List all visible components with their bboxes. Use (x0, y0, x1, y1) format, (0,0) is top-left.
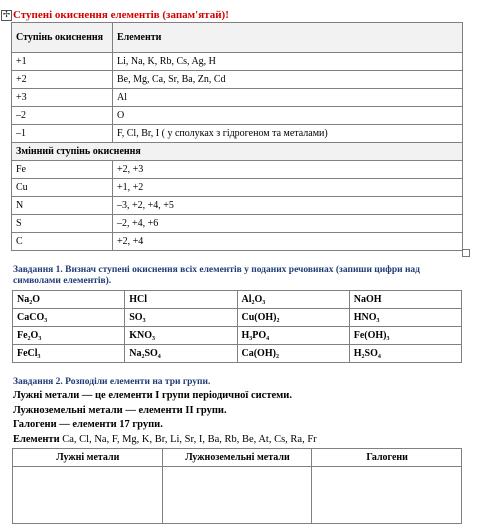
table-row (12, 215, 463, 233)
alkaline-earth-definition: Лужноземельні метали — елементи II групи. (13, 405, 227, 416)
states-cell: –2, +4, +6 (113, 215, 463, 233)
states-cell: +2, +4 (113, 233, 463, 251)
table-row (12, 53, 463, 71)
table-header-row (13, 449, 462, 467)
table-row (12, 161, 463, 179)
table-row (13, 309, 462, 327)
alkali-metals-definition: Лужні метали — це елементи I групи періодичної системи. (13, 390, 292, 401)
header-alkali-metals: Лужні метали (13, 449, 163, 467)
header-halogens: Галогени (312, 449, 462, 467)
formula-cell: H₃PO₄ (237, 327, 349, 345)
states-cell: +2, +3 (113, 161, 463, 179)
formula-cell: HNO₃ (349, 309, 461, 327)
halogens-definition: Галогени — елементи 17 групи. (13, 419, 163, 430)
oxidation-states-table (11, 22, 463, 251)
halogens-answer-cell[interactable] (312, 467, 462, 524)
answer-row (13, 467, 462, 524)
table-row (13, 327, 462, 345)
table-row (12, 197, 463, 215)
state-cell: +1 (12, 53, 113, 71)
formulas-table (12, 290, 462, 363)
formula-cell: H₂SO₄ (349, 345, 461, 363)
table-row (12, 125, 463, 143)
move-icon[interactable]: ✢ (2, 10, 11, 20)
formula-cell: NaOH (349, 291, 461, 309)
elements-cell: F, Cl, Br, I ( у сполуках з гідрогеном та металами) (113, 125, 463, 143)
table-row (12, 71, 463, 89)
variable-state-header: Змінний ступінь окиснення (12, 143, 463, 161)
table-row (12, 107, 463, 125)
resize-icon[interactable] (462, 249, 470, 257)
table-row (13, 291, 462, 309)
formula-cell: FeCl₃ (13, 345, 125, 363)
element-cell: N (12, 197, 113, 215)
header-elements: Елементи (113, 23, 463, 53)
task2-title: Завдання 2. Розподіли елементи на три групи. (13, 377, 211, 387)
formula-cell: KNO₃ (125, 327, 237, 345)
state-cell: +3 (12, 89, 113, 107)
element-cell: C (12, 233, 113, 251)
table-row (12, 179, 463, 197)
formula-cell: SO₃ (125, 309, 237, 327)
formula-cell: CaCO₃ (13, 309, 125, 327)
page-title: Ступені окиснення елементів (запам'ятай)! (13, 9, 229, 21)
table-row (12, 89, 463, 107)
header-alkaline-earth-metals: Лужноземельні метали (162, 449, 312, 467)
elements-cell: Li, Na, K, Rb, Cs, Ag, H (113, 53, 463, 71)
formula-cell: Cu(OH)₂ (237, 309, 349, 327)
table-header-row (12, 23, 463, 53)
elements-list-line (13, 434, 317, 445)
element-cell: Fe (12, 161, 113, 179)
formula-cell: Na₂O (13, 291, 125, 309)
element-cell: Cu (12, 179, 113, 197)
state-cell: –2 (12, 107, 113, 125)
formula-cell: HCl (125, 291, 237, 309)
states-cell: +1, +2 (113, 179, 463, 197)
elements-label: Елементи (13, 434, 60, 445)
state-cell: –1 (12, 125, 113, 143)
elements-list: Ca, Cl, Na, F, Mg, K, Br, Li, Sr, I, Ba, Rb, Be, At, Cs, Ra, Fr (59, 434, 317, 445)
element-cell: S (12, 215, 113, 233)
variable-state-header-row (12, 143, 463, 161)
alkali-metals-answer-cell[interactable] (13, 467, 163, 524)
header-oxidation-state: Ступінь окиснення (12, 23, 113, 53)
groups-table (12, 448, 462, 524)
formula-cell: Fe₂O₃ (13, 327, 125, 345)
task1-title: Завдання 1. Визнач ступені окиснення всіх елементів у поданих речовинах (запиши цифри над символами елементів). (13, 265, 420, 286)
elements-cell: Al (113, 89, 463, 107)
elements-cell: Be, Mg, Ca, Sr, Ba, Zn, Cd (113, 71, 463, 89)
state-cell: +2 (12, 71, 113, 89)
table-row (12, 233, 463, 251)
formula-cell: Ca(OH)₂ (237, 345, 349, 363)
alkaline-earth-answer-cell[interactable] (162, 467, 312, 524)
elements-cell: O (113, 107, 463, 125)
formula-cell: Al₂O₃ (237, 291, 349, 309)
formula-cell: Fe(OH)₃ (349, 327, 461, 345)
table-row (13, 345, 462, 363)
states-cell: –3, +2, +4, +5 (113, 197, 463, 215)
formula-cell: Na₂SO₄ (125, 345, 237, 363)
